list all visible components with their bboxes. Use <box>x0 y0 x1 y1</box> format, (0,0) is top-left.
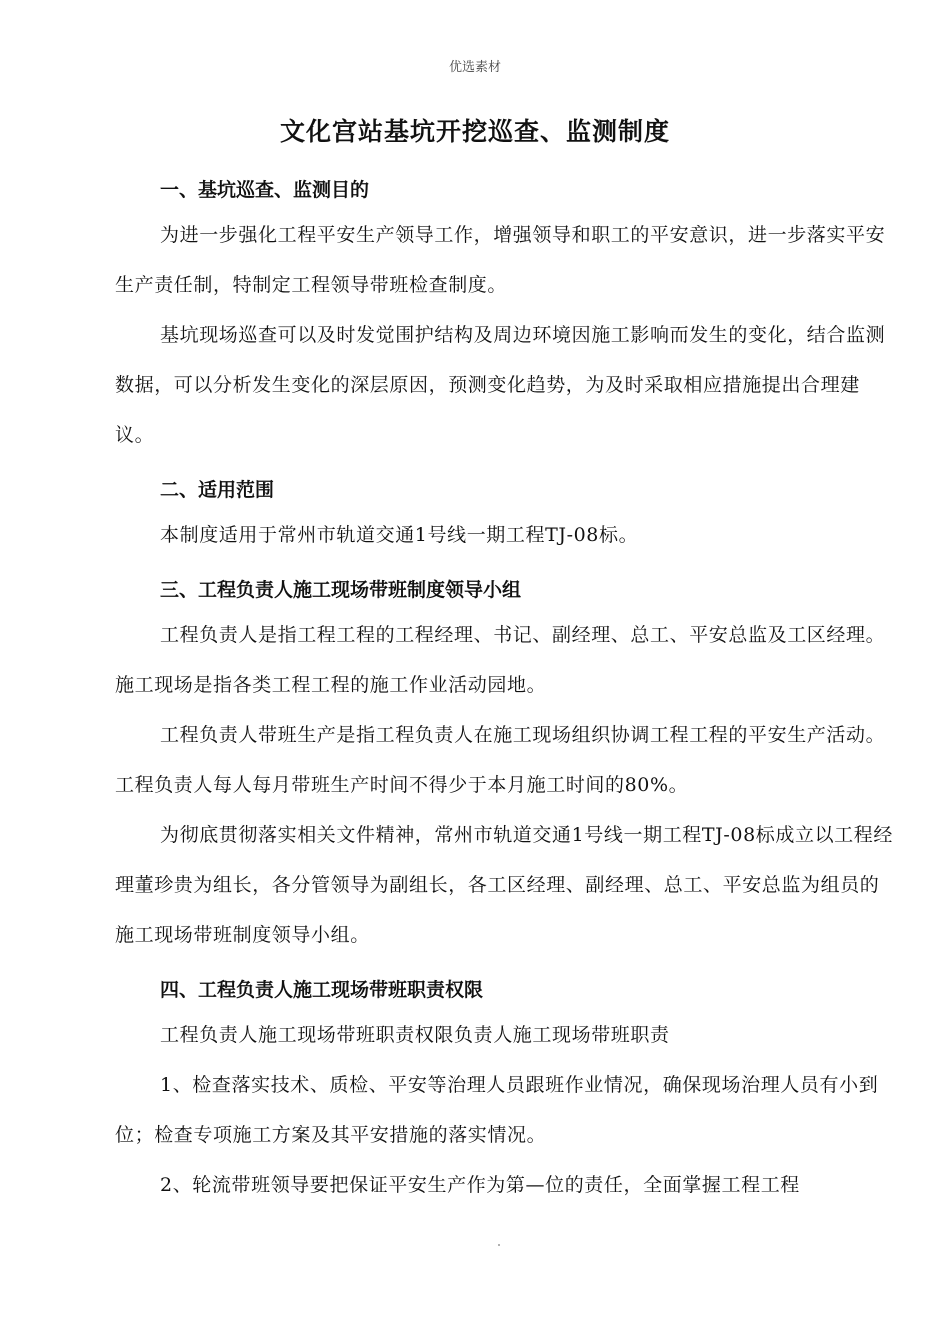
section-heading: 四、工程负责人施工现场带班职责权限 <box>160 979 484 1001</box>
section-heading: 三、工程负责人施工现场带班制度领导小组 <box>160 579 522 601</box>
section-responsibilities <box>115 970 895 1210</box>
document-title: 文化宫站基坑开挖巡查、监测制度 <box>279 117 670 146</box>
paragraph: 基坑现场巡查可以及时发觉围护结构及周边环境因施工影响而发生的变化，结合监测数据，可以分析发生变化的深层原因，预测变化趋势，为及时采取相应措施提出合理建议。 <box>115 324 886 446</box>
paragraph: 工程负责人带班生产是指工程负责人在施工现场组织协调工程工程的平安生产活动。工程负责人每人每月带班生产时间不得少于本月施工时间的80%。 <box>115 724 886 796</box>
paragraph: 1、检查落实技术、质检、平安等治理人员跟班作业情况，确保现场治理人员有小到位；检查专项施工方案及其平安措施的落实情况。 <box>115 1074 879 1146</box>
paragraph: 工程负责人施工现场带班职责权限负责人施工现场带班职责 <box>160 1024 670 1046</box>
section-purpose <box>115 170 895 460</box>
section-heading: 一、基坑巡查、监测目的 <box>160 179 370 201</box>
page-header: 优选素材 <box>448 60 501 75</box>
paragraph: 本制度适用于常州市轨道交通1号线一期工程TJ-08标。 <box>160 524 639 546</box>
paragraph: 为进一步强化工程平安生产领导工作，增强领导和职工的平安意识，进一步落实平安生产责任制，特制定工程领导带班检查制度。 <box>115 224 886 296</box>
section-scope <box>115 470 895 560</box>
footer-mark <box>498 1244 500 1246</box>
document-body <box>115 170 895 1210</box>
paragraph: 为彻底贯彻落实相关文件精神，常州市轨道交通1号线一期工程TJ-08标成立以工程经理董珍贵为组长，各分管领导为副组长，各工区经理、副经理、总工、平安总监为组员的施工现场带班制度领导小组。 <box>115 824 893 946</box>
paragraph: 工程负责人是指工程工程的工程经理、书记、副经理、总工、平安总监及工区经理。施工现场是指各类工程工程的施工作业活动园地。 <box>115 624 886 696</box>
paragraph: 2、轮流带班领导要把保证平安生产作为第—位的责任，全面掌握工程工程 <box>160 1174 800 1196</box>
section-heading: 二、适用范围 <box>160 479 275 501</box>
section-leadership-group <box>115 570 895 960</box>
